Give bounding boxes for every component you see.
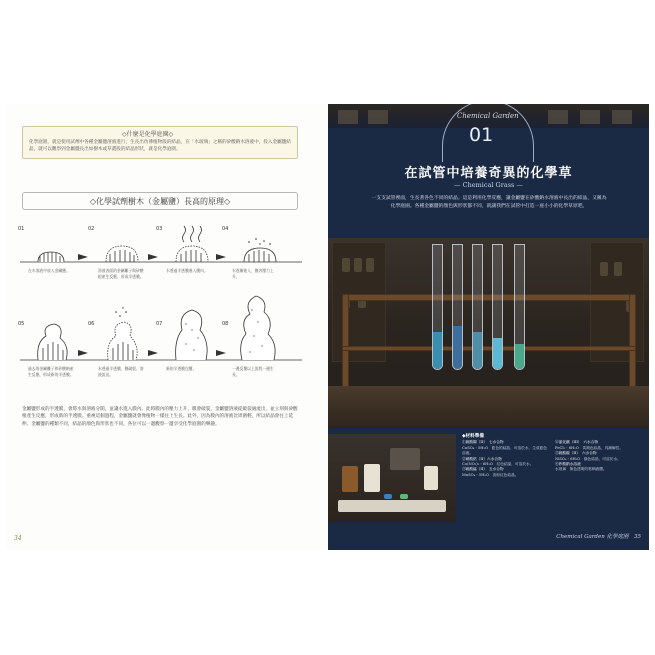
material-desc: 水玻璃 無色透明的黏稠液體。 <box>555 467 607 472</box>
test-tube <box>514 244 525 370</box>
step-number: 04 <box>222 226 229 232</box>
material-name: ③硫酸錳（II） 五水合物 <box>462 467 504 472</box>
step-caption: 水透過半透膜進入膜內。 <box>166 268 208 273</box>
step-number: 02 <box>88 226 95 232</box>
step-caption: 水逐漸進入，膜內壓力上升。 <box>232 268 274 279</box>
material-desc: MnSO₄・5H₂O 淡粉紅色結晶。 <box>462 472 519 477</box>
right-page <box>328 104 649 550</box>
step-caption: 在水溶液中放入金屬鹽。 <box>28 268 70 273</box>
material-desc: FeCl₃・6H₂O 黃褐色結晶，具潮解性。 <box>555 445 624 450</box>
body-paragraph: 金屬鹽形成的半透膜，會將水與溶液分開，並讓水進入膜內。此時膜內的壓力上升，膜會破裂，金屬鹽溶液從破裂處流出，並立刻與矽酸根產生反應，形成新的半透膜。重複這個過程，金屬鹽就會像植物一樣往上生長。此外，因為膜內的溶液比周圍輕，所以結晶會往上延伸。金屬鹽的種類不同，結晶的顏色與形狀也不同，各位可以一邊觀察一邊享受化學庭園的樂趣。 <box>22 407 298 427</box>
step-number: 06 <box>88 321 95 327</box>
test-tube <box>492 244 503 370</box>
page-number: 34 <box>14 535 22 542</box>
materials-column-left <box>462 440 549 478</box>
step-caption: 水透過半透膜，膜破裂，溶液流出。 <box>98 366 144 377</box>
growth-diagram-row-2 <box>16 290 306 368</box>
materials-heading: ◆材料準備 <box>462 434 484 439</box>
chapter-number: 01 <box>469 124 494 146</box>
info-box-title: ◇什麼是化學庭園◇ <box>122 131 174 138</box>
step-number: 07 <box>156 321 163 327</box>
chapter-subtitle: — Chemical Grass — <box>454 181 523 189</box>
book-spread <box>6 104 649 550</box>
test-tube <box>452 244 463 370</box>
chapter-title: 在試管中培養奇異的化學草 <box>404 166 573 181</box>
material-name: ④氯化鐵（III） 六水合物 <box>555 440 599 445</box>
material-desc: Co(NO₃)₂・6H₂O 紅色結晶，可溶於水。 <box>462 462 534 467</box>
step-caption: 新的半透膜包覆。 <box>166 366 197 371</box>
section-title <box>22 192 298 210</box>
page-footer: Chemical Garden 化學庭園 35 <box>556 534 641 540</box>
material-name: ①硫酸鋼（II） 七水合物 <box>462 440 504 445</box>
step-caption: 過去的金屬離子和矽酸鈉產生反應，形成新的半透膜。 <box>28 366 74 377</box>
materials-info <box>462 434 642 478</box>
material-desc: NiSO₄・6H₂O 綠色結晶，可溶於水。 <box>555 456 621 461</box>
material-name: ⑥矽酸鈉水溶液 <box>555 462 581 467</box>
materials-column-right <box>555 440 642 478</box>
section-title-text: ◇化學試劑樹木（金屬鹽）長高的原理◇ <box>89 197 231 206</box>
info-box-body: 化學庭園，就是使用試劑中各種金屬鹽溶液進行，生長出彷彿植物般的結晶，在「水玻璃」之稱的矽酸鈉水溶液中，投入金屬鹽結晶，就可以觀察到金屬鹽長出如樹木或草叢般的結晶形狀，就是化學庭園。 <box>29 140 291 152</box>
step-caption: 溶液表面的金屬離子與矽酸根產生反應，形成半透膜。 <box>98 268 144 279</box>
step-caption: 一邊反覆以上流程一邊生長。 <box>232 366 274 377</box>
info-box <box>22 126 298 159</box>
test-tube <box>432 244 443 370</box>
material-name: ⑤硫酸鎳（II） 六水合物 <box>555 451 597 456</box>
arch-text: Chemical Garden <box>457 112 519 120</box>
left-page <box>6 104 328 550</box>
rack-top-bar <box>342 294 636 301</box>
test-tube-photo <box>328 238 649 428</box>
step-number: 08 <box>222 321 229 327</box>
material-name: ②硝酸鈷（II）六水合物 <box>462 456 502 461</box>
step-number: 01 <box>18 226 25 232</box>
intro-text: 一支支試管裡面，生長著各色不同的結晶。這是利用化學反應，讓金屬鹽在矽酸鈉水溶液中長出的結晶，又稱為化學庭園。各種金屬鹽的顏色與形狀都不同，就讓我們在試管中打造一座小小的化學草原吧。 <box>371 196 607 209</box>
table-surface <box>328 386 649 428</box>
test-tube <box>472 244 483 370</box>
step-number: 03 <box>156 226 163 232</box>
step-number: 05 <box>18 321 25 327</box>
materials-photo <box>328 434 456 522</box>
material-desc: CuSO₄・5H₂O 藍色的結晶，可溶於水，生成藍色溶液。 <box>462 445 547 456</box>
